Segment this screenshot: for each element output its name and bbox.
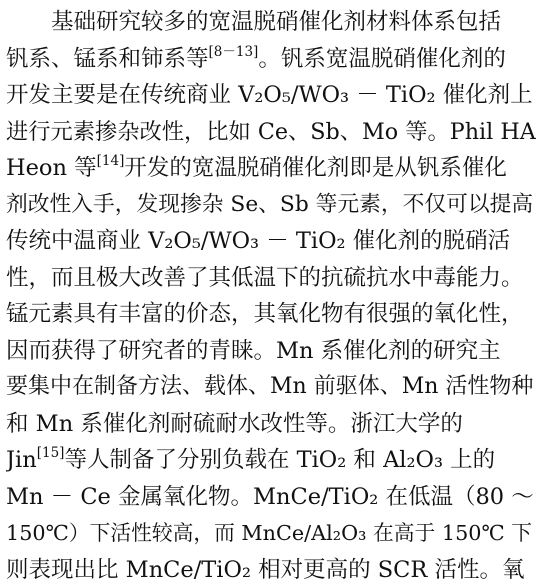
line-text: 开发主要是在传统商业 V₂O₅/WO₃ － TiO₂ 催化剂上 (6, 82, 533, 108)
text-line (6, 77, 536, 114)
text-line (6, 552, 536, 588)
text-line (6, 41, 536, 78)
body-paragraph (6, 4, 536, 588)
line-text: 性，而且极大改善了其低温下的抗硫抗水中毒能力。 (6, 265, 524, 291)
line-text: 进行元素掺杂改性，比如 Ce、Sb、Mo 等。Phil HA (6, 119, 536, 145)
line-text: 传统中温商业 V₂O₅/WO₃ － TiO₂ 催化剂的脱硝活 (6, 228, 510, 254)
line-text-tail: 开发的宽温脱硝催化剂即是从钒系催化 (124, 155, 507, 181)
citation-ref: [15] (37, 445, 65, 461)
line-text-tail: 。钒系宽温脱硝催化剂的 (258, 46, 506, 72)
text-line (6, 114, 536, 151)
citation-ref: [14] (97, 153, 125, 169)
line-text: 剂改性入手，发现掺杂 Se、Sb 等元素，不仅可以提高 (6, 192, 533, 217)
line-text: Heon 等 (6, 155, 97, 181)
line-text: Mn － Ce 金属氧化物。MnCe/TiO₂ 在低温（80 ～ (6, 484, 534, 510)
line-text: 锰元素具有丰富的价态，其氧化物有很强的氧化性， (6, 301, 524, 327)
line-text: 基础研究较多的宽温脱硝催化剂材料体系包括 (6, 9, 501, 35)
text-line (6, 223, 536, 260)
text-line (6, 4, 536, 41)
text-line (6, 479, 536, 516)
text-line (6, 333, 536, 370)
line-text: 钒系、锰系和铈系等 (6, 46, 209, 72)
text-line (6, 369, 536, 406)
text-line (6, 442, 536, 479)
citation-ref: [8－13] (209, 43, 259, 59)
line-text: Jin (6, 447, 37, 473)
text-line (6, 296, 536, 333)
text-line (6, 406, 536, 443)
line-text: 因而获得了研究者的青睐。Mn 系催化剂的研究主 (6, 338, 501, 364)
text-line (6, 150, 536, 187)
text-line (6, 187, 536, 224)
line-text: 则表现出比 MnCe/TiO₂ 相对更高的 SCR 活性。氧 (6, 557, 525, 583)
line-text-tail: 等人制备了分别负载在 TiO₂ 和 Al₂O₃ 上的 (64, 447, 495, 473)
line-text: 150℃）下活性较高，而 MnCe/Al₂O₃ 在高于 150℃ 下 (6, 521, 532, 545)
line-text: 和 Mn 系催化剂耐硫耐水改性等。浙江大学的 (6, 411, 463, 437)
line-text: 要集中在制备方法、载体、Mn 前驱体、Mn 活性物种 (6, 374, 533, 399)
text-line (6, 515, 536, 552)
text-line (6, 260, 536, 297)
